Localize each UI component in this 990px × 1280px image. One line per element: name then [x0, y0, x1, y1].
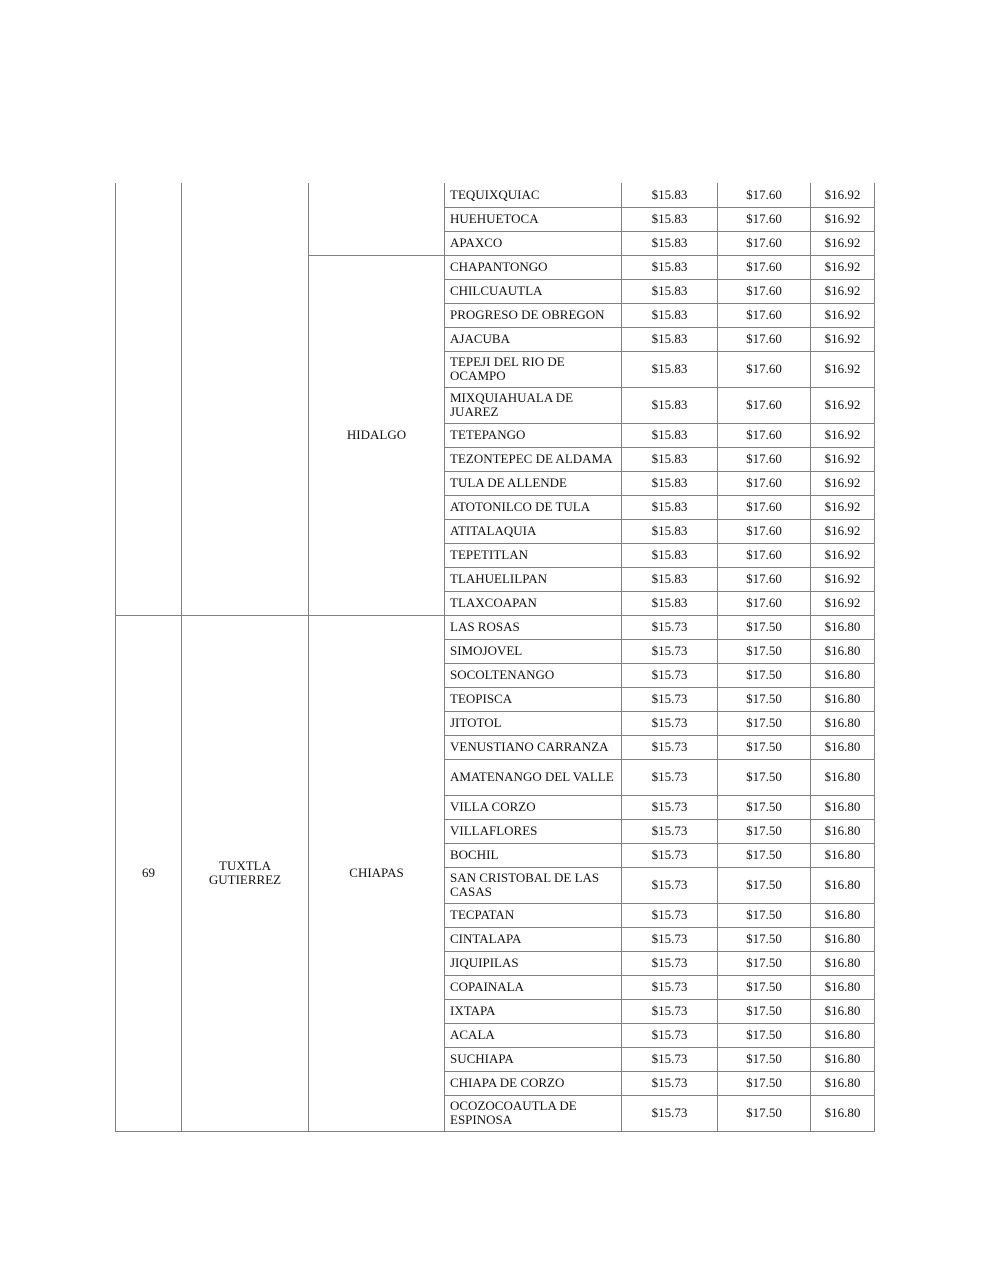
price-cell-3: $16.92: [811, 183, 875, 207]
price-cell-2: $17.60: [718, 255, 811, 279]
price-cell-3: $16.80: [811, 819, 875, 843]
price-cell-2: $17.50: [718, 1071, 811, 1095]
price-cell-1: $15.83: [622, 207, 718, 231]
price-cell-1: $15.73: [622, 615, 718, 639]
price-cell-1: $15.83: [622, 303, 718, 327]
price-cell-3: $16.92: [811, 447, 875, 471]
price-cell-1: $15.83: [622, 183, 718, 207]
price-cell-1: $15.83: [622, 327, 718, 351]
price-cell-2: $17.60: [718, 351, 811, 387]
price-cell-1: $15.73: [622, 735, 718, 759]
municipio-cell: TULA DE ALLENDE: [445, 471, 622, 495]
price-cell-3: $16.92: [811, 387, 875, 423]
price-cell-1: $15.73: [622, 687, 718, 711]
price-cell-2: $17.60: [718, 567, 811, 591]
state-cell: CHIAPAS: [309, 615, 445, 1131]
price-cell-1: $15.73: [622, 903, 718, 927]
price-cell-1: $15.73: [622, 711, 718, 735]
price-cell-3: $16.80: [811, 1095, 875, 1131]
price-cell-1: $15.73: [622, 639, 718, 663]
price-cell-3: $16.80: [811, 615, 875, 639]
price-cell-3: $16.92: [811, 591, 875, 615]
price-cell-1: $15.73: [622, 1023, 718, 1047]
price-cell-1: $15.83: [622, 423, 718, 447]
municipio-cell: SOCOLTENANGO: [445, 663, 622, 687]
municipio-cell: TEOPISCA: [445, 687, 622, 711]
price-cell-2: $17.60: [718, 303, 811, 327]
price-cell-1: $15.73: [622, 1047, 718, 1071]
price-cell-1: $15.73: [622, 999, 718, 1023]
municipio-cell: TLAHUELILPAN: [445, 567, 622, 591]
municipio-cell: TETEPANGO: [445, 423, 622, 447]
price-cell-3: $16.92: [811, 495, 875, 519]
price-cell-2: $17.60: [718, 387, 811, 423]
price-cell-3: $16.92: [811, 279, 875, 303]
price-table: [115, 183, 875, 1132]
price-cell-2: $17.60: [718, 231, 811, 255]
price-cell-2: $17.50: [718, 735, 811, 759]
price-cell-3: $16.92: [811, 207, 875, 231]
city-cell: [182, 183, 309, 615]
price-cell-3: $16.80: [811, 903, 875, 927]
price-cell-3: $16.92: [811, 327, 875, 351]
municipio-cell: TEPEJI DEL RIO DE OCAMPO: [445, 351, 622, 387]
price-cell-2: $17.50: [718, 711, 811, 735]
price-cell-2: $17.60: [718, 543, 811, 567]
municipio-cell: JITOTOL: [445, 711, 622, 735]
price-cell-2: $17.50: [718, 975, 811, 999]
municipio-cell: CHILCUAUTLA: [445, 279, 622, 303]
municipio-cell: LAS ROSAS: [445, 615, 622, 639]
price-cell-2: $17.60: [718, 207, 811, 231]
municipio-cell: CHAPANTONGO: [445, 255, 622, 279]
municipio-cell: ACALA: [445, 1023, 622, 1047]
price-cell-1: $15.73: [622, 795, 718, 819]
price-cell-2: $17.50: [718, 819, 811, 843]
price-cell-3: $16.92: [811, 255, 875, 279]
price-cell-2: $17.50: [718, 1023, 811, 1047]
municipio-cell: VENUSTIANO CARRANZA: [445, 735, 622, 759]
price-cell-3: $16.80: [811, 735, 875, 759]
region-cell: [116, 183, 182, 615]
price-cell-1: $15.83: [622, 519, 718, 543]
price-cell-2: $17.50: [718, 639, 811, 663]
municipio-cell: HUEHUETOCA: [445, 207, 622, 231]
price-cell-1: $15.73: [622, 975, 718, 999]
price-cell-2: $17.60: [718, 423, 811, 447]
municipio-cell: PROGRESO DE OBREGON: [445, 303, 622, 327]
price-cell-1: $15.83: [622, 543, 718, 567]
price-cell-2: $17.50: [718, 903, 811, 927]
price-cell-1: $15.83: [622, 387, 718, 423]
price-cell-2: $17.50: [718, 843, 811, 867]
price-cell-1: $15.73: [622, 843, 718, 867]
price-cell-2: $17.50: [718, 615, 811, 639]
price-cell-2: $17.50: [718, 951, 811, 975]
price-cell-3: $16.80: [811, 999, 875, 1023]
municipio-cell: SAN CRISTOBAL DE LAS CASAS: [445, 867, 622, 903]
price-cell-3: $16.80: [811, 663, 875, 687]
price-cell-2: $17.50: [718, 663, 811, 687]
price-cell-3: $16.80: [811, 711, 875, 735]
municipio-cell: SIMOJOVEL: [445, 639, 622, 663]
price-cell-3: $16.80: [811, 867, 875, 903]
municipio-cell: SUCHIAPA: [445, 1047, 622, 1071]
table-row: [116, 615, 875, 639]
municipio-cell: ATOTONILCO DE TULA: [445, 495, 622, 519]
price-cell-1: $15.73: [622, 1071, 718, 1095]
municipio-cell: TEQUIXQUIAC: [445, 183, 622, 207]
price-cell-3: $16.80: [811, 975, 875, 999]
price-cell-3: $16.80: [811, 795, 875, 819]
price-cell-1: $15.83: [622, 471, 718, 495]
price-cell-3: $16.92: [811, 423, 875, 447]
price-cell-1: $15.83: [622, 567, 718, 591]
municipio-cell: IXTAPA: [445, 999, 622, 1023]
price-cell-3: $16.92: [811, 519, 875, 543]
price-cell-2: $17.50: [718, 687, 811, 711]
price-cell-2: $17.50: [718, 795, 811, 819]
state-cell: [309, 183, 445, 255]
price-cell-2: $17.60: [718, 183, 811, 207]
municipio-cell: OCOZOCOAUTLA DE ESPINOSA: [445, 1095, 622, 1131]
table-row: [116, 183, 875, 207]
price-cell-3: $16.80: [811, 1023, 875, 1047]
price-cell-2: $17.50: [718, 999, 811, 1023]
price-cell-2: $17.50: [718, 927, 811, 951]
price-cell-2: $17.50: [718, 759, 811, 795]
price-cell-1: $15.73: [622, 663, 718, 687]
price-cell-1: $15.83: [622, 447, 718, 471]
state-cell: HIDALGO: [309, 255, 445, 615]
municipio-cell: BOCHIL: [445, 843, 622, 867]
price-cell-3: $16.80: [811, 639, 875, 663]
municipio-cell: JIQUIPILAS: [445, 951, 622, 975]
price-cell-3: $16.92: [811, 471, 875, 495]
price-cell-3: $16.92: [811, 567, 875, 591]
price-cell-2: $17.50: [718, 1047, 811, 1071]
municipio-cell: TEPETITLAN: [445, 543, 622, 567]
price-cell-3: $16.80: [811, 843, 875, 867]
municipio-cell: MIXQUIAHUALA DE JUAREZ: [445, 387, 622, 423]
price-cell-2: $17.60: [718, 327, 811, 351]
price-cell-2: $17.60: [718, 591, 811, 615]
price-cell-2: $17.60: [718, 519, 811, 543]
price-cell-1: $15.73: [622, 867, 718, 903]
municipio-cell: CHIAPA DE CORZO: [445, 1071, 622, 1095]
municipio-cell: COPAINALA: [445, 975, 622, 999]
price-cell-3: $16.80: [811, 1071, 875, 1095]
price-cell-1: $15.83: [622, 231, 718, 255]
price-cell-3: $16.92: [811, 303, 875, 327]
price-cell-2: $17.60: [718, 495, 811, 519]
municipio-cell: CINTALAPA: [445, 927, 622, 951]
price-cell-1: $15.73: [622, 819, 718, 843]
price-cell-1: $15.73: [622, 759, 718, 795]
price-cell-1: $15.73: [622, 927, 718, 951]
municipio-cell: VILLA CORZO: [445, 795, 622, 819]
price-cell-1: $15.73: [622, 1095, 718, 1131]
price-cell-2: $17.50: [718, 1095, 811, 1131]
municipio-cell: APAXCO: [445, 231, 622, 255]
price-cell-1: $15.83: [622, 495, 718, 519]
municipio-cell: VILLAFLORES: [445, 819, 622, 843]
price-cell-3: $16.92: [811, 351, 875, 387]
municipio-cell: TLAXCOAPAN: [445, 591, 622, 615]
price-cell-2: $17.60: [718, 279, 811, 303]
region-cell: 69: [116, 615, 182, 1131]
municipio-cell: TECPATAN: [445, 903, 622, 927]
price-cell-1: $15.83: [622, 351, 718, 387]
price-cell-3: $16.80: [811, 687, 875, 711]
price-cell-3: $16.92: [811, 231, 875, 255]
table-body: [116, 183, 875, 1131]
municipio-cell: ATITALAQUIA: [445, 519, 622, 543]
municipio-cell: TEZONTEPEC DE ALDAMA: [445, 447, 622, 471]
price-cell-2: $17.60: [718, 447, 811, 471]
price-cell-2: $17.50: [718, 867, 811, 903]
municipio-cell: AMATENANGO DEL VALLE: [445, 759, 622, 795]
city-cell: TUXTLA GUTIERREZ: [182, 615, 309, 1131]
price-cell-1: $15.83: [622, 279, 718, 303]
price-cell-2: $17.60: [718, 471, 811, 495]
municipio-cell: AJACUBA: [445, 327, 622, 351]
price-cell-3: $16.80: [811, 951, 875, 975]
price-cell-3: $16.80: [811, 1047, 875, 1071]
price-cell-1: $15.83: [622, 591, 718, 615]
price-cell-1: $15.73: [622, 951, 718, 975]
price-cell-3: $16.80: [811, 759, 875, 795]
price-cell-3: $16.92: [811, 543, 875, 567]
price-cell-1: $15.83: [622, 255, 718, 279]
price-cell-3: $16.80: [811, 927, 875, 951]
